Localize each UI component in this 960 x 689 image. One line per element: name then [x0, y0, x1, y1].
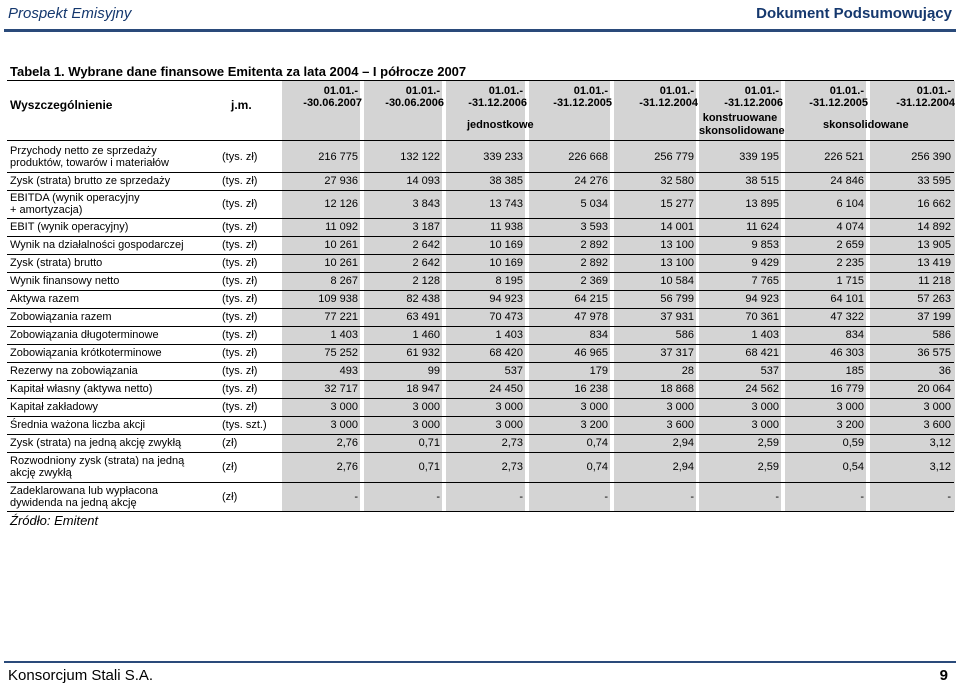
table-cell-value: 13 100 — [660, 257, 694, 269]
table-cell-value: 32 717 — [324, 383, 358, 395]
row-unit: (tys. zł) — [222, 347, 258, 359]
table-cell-value: 2,94 — [672, 437, 694, 449]
row-label: Kapitał własny (aktywa netto) — [10, 383, 153, 395]
table-cell-value: 0,59 — [842, 437, 864, 449]
table-cell-value: 14 001 — [660, 221, 694, 233]
table-rule — [7, 326, 954, 327]
table-cell-value: 8 267 — [330, 275, 358, 287]
row-label: Zobowiązania krótkoterminowe — [10, 347, 162, 359]
table-cell-value: 0,74 — [586, 437, 608, 449]
table-cell-value: 3,12 — [929, 437, 951, 449]
table-rule — [7, 452, 954, 453]
table-cell-value: 256 779 — [654, 151, 694, 163]
row-label: produktów, towarów i materiałów — [10, 157, 169, 169]
row-unit: (tys. zł) — [222, 311, 258, 323]
table-rule — [7, 236, 954, 237]
table-cell-value: 3 000 — [330, 401, 358, 413]
row-label: akcję zwykłą — [10, 467, 72, 479]
row-unit: (tys. zł) — [222, 275, 258, 287]
table-cell-value: 70 473 — [489, 311, 523, 323]
table-cell-value: 339 195 — [739, 151, 779, 163]
table-cell-value: 2,73 — [501, 461, 523, 473]
table-cell-value: 13 100 — [660, 239, 694, 251]
table-rule — [7, 218, 954, 219]
table-cell-value: 32 580 — [660, 175, 694, 187]
table-cell-value: 132 122 — [400, 151, 440, 163]
row-unit: (tys. zł) — [222, 221, 258, 233]
table-cell-value: - — [519, 491, 523, 503]
column-header-period: -31.12.2005 — [809, 97, 868, 109]
table-cell-value: 33 595 — [917, 175, 951, 187]
table-cell-value: 10 584 — [660, 275, 694, 287]
table-cell-value: - — [354, 491, 358, 503]
row-label: Rezerwy na zobowiązania — [10, 365, 138, 377]
table-cell-value: - — [436, 491, 440, 503]
table-cell-value: 18 947 — [406, 383, 440, 395]
row-unit: (zł) — [222, 491, 238, 503]
table-cell-value: 2,59 — [757, 461, 779, 473]
table-cell-value: 8 195 — [495, 275, 523, 287]
table-cell-value: 3 187 — [412, 221, 440, 233]
table-cell-value: 537 — [760, 365, 779, 377]
row-label: Przychody netto ze sprzedaży — [10, 145, 157, 157]
table-cell-value: 5 034 — [580, 198, 608, 210]
column-header-period: 01.01.- — [405, 85, 440, 97]
group-label-consolidated: skonsolidowane — [823, 119, 909, 131]
table-cell-value: 2,59 — [757, 437, 779, 449]
column-header-period: 01.01.- — [659, 85, 694, 97]
table-cell-value: 3 843 — [412, 198, 440, 210]
column-header-period: 01.01.- — [916, 85, 951, 97]
row-label: Wynik finansowy netto — [10, 275, 120, 287]
table-cell-value: 77 221 — [324, 311, 358, 323]
row-unit: (tys. zł) — [222, 365, 258, 377]
table-cell-value: 3 000 — [495, 419, 523, 431]
column-header-period: -30.06.2006 — [385, 97, 444, 109]
table-rule — [7, 380, 954, 381]
table-cell-value: 16 662 — [917, 198, 951, 210]
table-cell-value: 56 799 — [660, 293, 694, 305]
row-unit: (tys. zł) — [222, 383, 258, 395]
row-unit: (tys. zł) — [222, 257, 258, 269]
row-label: Rozwodniony zysk (strata) na jedną — [10, 455, 185, 467]
row-label: EBIT (wynik operacyjny) — [10, 221, 129, 233]
column-header-period: 01.01.- — [829, 85, 864, 97]
table-cell-value: 57 263 — [917, 293, 951, 305]
table-rule — [7, 254, 954, 255]
table-cell-value: 13 743 — [489, 198, 523, 210]
group-label-restated: skonsolidowane — [699, 125, 785, 137]
table-cell-value: 2 235 — [836, 257, 864, 269]
table-cell-value: 36 575 — [917, 347, 951, 359]
table-cell-value: 3 000 — [412, 401, 440, 413]
table-cell-value: 37 317 — [660, 347, 694, 359]
table-cell-value: 179 — [589, 365, 608, 377]
table-cell-value: 2 892 — [580, 239, 608, 251]
table-cell-value: 2,76 — [336, 437, 358, 449]
table-cell-value: 12 126 — [324, 198, 358, 210]
table-cell-value: 1 403 — [751, 329, 779, 341]
row-unit: (tys. szt.) — [222, 419, 267, 431]
table-cell-value: 24 276 — [574, 175, 608, 187]
table-cell-value: 10 169 — [489, 239, 523, 251]
column-header-period: 01.01.- — [323, 85, 358, 97]
table-cell-value: 20 064 — [917, 383, 951, 395]
column-header-period: -31.12.2006 — [724, 97, 783, 109]
table-cell-value: 46 303 — [830, 347, 864, 359]
table-cell-value: 61 932 — [406, 347, 440, 359]
table-cell-value: 11 938 — [490, 221, 523, 233]
table-cell-value: 94 923 — [489, 293, 523, 305]
table-cell-value: 3 000 — [751, 401, 779, 413]
table-cell-value: 10 261 — [324, 239, 358, 251]
row-label: Zadeklarowana lub wypłacona — [10, 485, 158, 497]
table-cell-value: 6 104 — [836, 198, 864, 210]
table-rule — [7, 344, 954, 345]
table-cell-value: 27 936 — [324, 175, 358, 187]
table-rule — [7, 290, 954, 291]
footer-company: Konsorcjum Stali S.A. — [8, 667, 154, 684]
table-cell-value: 226 668 — [568, 151, 608, 163]
table-cell-value: 24 562 — [745, 383, 779, 395]
table-rule — [7, 416, 954, 417]
row-label: Zysk (strata) brutto — [10, 257, 103, 269]
table-cell-value: 64 101 — [830, 293, 864, 305]
table-cell-value: 2 128 — [412, 275, 440, 287]
table-cell-value: 63 491 — [406, 311, 440, 323]
table-cell-value: 99 — [427, 365, 440, 377]
table-cell-value: 15 277 — [660, 198, 694, 210]
table-rule — [7, 482, 954, 483]
table-cell-value: - — [775, 491, 779, 503]
table-cell-value: 3,12 — [929, 461, 951, 473]
table-cell-value: 2 659 — [836, 239, 864, 251]
column-header-period: -31.12.2005 — [553, 97, 612, 109]
table-cell-value: 38 515 — [745, 175, 779, 187]
column-header-period: -31.12.2006 — [468, 97, 527, 109]
table-cell-value: 68 421 — [745, 347, 779, 359]
table-cell-value: 834 — [845, 329, 864, 341]
table-cell-value: 226 521 — [824, 151, 864, 163]
column-header-period: 01.01.- — [488, 85, 523, 97]
page-number: 9 — [939, 667, 948, 684]
table-cell-value: - — [947, 491, 951, 503]
row-label: Aktywa razem — [10, 293, 80, 305]
table-cell-value: 493 — [339, 365, 358, 377]
table-cell-value: 47 322 — [830, 311, 864, 323]
table-cell-value: 10 169 — [489, 257, 523, 269]
table-cell-value: 3 600 — [666, 419, 694, 431]
row-unit: (tys. zł) — [222, 198, 258, 210]
source-note: Źródło: Emitent — [10, 513, 99, 528]
table-cell-value: 16 238 — [574, 383, 608, 395]
table-cell-value: 185 — [845, 365, 864, 377]
row-unit: (tys. zł) — [222, 151, 258, 163]
row-unit: (tys. zł) — [222, 329, 258, 341]
table-cell-value: 256 390 — [911, 151, 951, 163]
table-cell-value: 2 642 — [412, 257, 440, 269]
table-cell-value: 9 853 — [751, 239, 779, 251]
column-header-unit: j.m. — [231, 98, 252, 112]
row-unit: (tys. zł) — [222, 401, 258, 413]
table-cell-value: 13 905 — [917, 239, 951, 251]
row-label: Zobowiązania długoterminowe — [10, 329, 159, 341]
row-label: Wynik na działalności gospodarczej — [10, 239, 184, 251]
table-cell-value: 3 000 — [580, 401, 608, 413]
table-cell-value: 1 403 — [495, 329, 523, 341]
table-cell-value: 14 093 — [406, 175, 440, 187]
document-header-right: Dokument Podsumowujący — [756, 5, 952, 22]
table-rule — [7, 80, 954, 81]
document-header-left: Prospekt Emisyjny — [8, 5, 132, 22]
row-unit: (tys. zł) — [222, 175, 258, 187]
row-label: Kapitał zakładowy — [10, 401, 99, 413]
table-cell-value: 18 868 — [660, 383, 694, 395]
group-label-standalone: jednostkowe — [467, 119, 534, 131]
table-cell-value: 11 624 — [746, 221, 779, 233]
row-label: + amortyzacja) — [10, 204, 83, 216]
table-cell-value: 537 — [504, 365, 523, 377]
table-rule — [7, 190, 954, 191]
table-cell-value: 109 938 — [318, 293, 358, 305]
table-cell-value: 13 419 — [917, 257, 951, 269]
table-cell-value: 24 846 — [830, 175, 864, 187]
table-cell-value: 3 200 — [580, 419, 608, 431]
row-unit: (zł) — [222, 461, 238, 473]
table-cell-value: 3 600 — [923, 419, 951, 431]
table-cell-value: 3 000 — [412, 419, 440, 431]
table-cell-value: 0,71 — [418, 461, 440, 473]
table-cell-value: 0,71 — [418, 437, 440, 449]
table-cell-value: 36 — [938, 365, 951, 377]
table-cell-value: 3 000 — [495, 401, 523, 413]
table-title: Tabela 1. Wybrane dane finansowe Emitenta za lata 2004 – I półrocze 2007 — [10, 64, 467, 79]
footer-divider — [4, 661, 956, 663]
column-header-period: -30.06.2007 — [303, 97, 362, 109]
column-header-period: 01.01.- — [573, 85, 608, 97]
table-cell-value: 3 000 — [923, 401, 951, 413]
table-cell-value: - — [604, 491, 608, 503]
table-cell-value: 2,76 — [336, 461, 358, 473]
row-label: EBITDA (wynik operacyjny — [10, 192, 140, 204]
row-label: Zysk (strata) brutto ze sprzedaży — [10, 175, 171, 187]
table-cell-value: 47 978 — [574, 311, 608, 323]
table-cell-value: 16 779 — [830, 383, 864, 395]
table-cell-value: 94 923 — [745, 293, 779, 305]
table-cell-value: 64 215 — [574, 293, 608, 305]
table-cell-value: 37 199 — [917, 311, 951, 323]
column-header-period: -31.12.2004 — [896, 97, 955, 109]
table-cell-value: - — [860, 491, 864, 503]
row-unit: (zł) — [222, 437, 238, 449]
column-header-period: -31.12.2004 — [639, 97, 698, 109]
table-cell-value: 3 000 — [751, 419, 779, 431]
table-cell-value: 216 775 — [318, 151, 358, 163]
row-label: Zysk (strata) na jedną akcję zwykłą — [10, 437, 182, 449]
table-cell-value: 7 765 — [751, 275, 779, 287]
table-rule — [7, 362, 954, 363]
table-cell-value: 70 361 — [745, 311, 779, 323]
table-cell-value: 586 — [932, 329, 951, 341]
table-cell-value: 2,94 — [672, 461, 694, 473]
table-cell-value: 2 642 — [412, 239, 440, 251]
row-unit: (tys. zł) — [222, 239, 258, 251]
row-unit: (tys. zł) — [222, 293, 258, 305]
table-cell-value: 1 460 — [412, 329, 440, 341]
table-cell-value: 339 233 — [483, 151, 523, 163]
table-cell-value: 37 931 — [660, 311, 694, 323]
table-rule — [7, 308, 954, 309]
row-label: Średnia ważona liczba akcji — [10, 419, 146, 431]
table-cell-value: 3 000 — [836, 401, 864, 413]
table-cell-value: 1 403 — [330, 329, 358, 341]
table-cell-value: 4 074 — [836, 221, 864, 233]
table-cell-value: 2,73 — [501, 437, 523, 449]
column-header-item: Wyszczególnienie — [10, 98, 113, 112]
table-cell-value: 24 450 — [489, 383, 523, 395]
table-cell-value: 3 593 — [580, 221, 608, 233]
table-cell-value: 75 252 — [324, 347, 358, 359]
table-cell-value: 46 965 — [574, 347, 608, 359]
row-label: dywidenda na jedną akcję — [10, 497, 137, 509]
table-cell-value: - — [690, 491, 694, 503]
table-rule — [7, 511, 954, 512]
table-cell-value: 82 438 — [406, 293, 440, 305]
table-rule — [7, 434, 954, 435]
table-cell-value: 2 369 — [580, 275, 608, 287]
table-rule — [7, 172, 954, 173]
table-rule — [7, 398, 954, 399]
table-rule — [7, 140, 954, 141]
table-cell-value: 0,74 — [586, 461, 608, 473]
table-cell-value: 834 — [589, 329, 608, 341]
group-label-restated: konstruowane — [702, 112, 778, 124]
table-cell-value: 3 200 — [836, 419, 864, 431]
table-cell-value: 9 429 — [751, 257, 779, 269]
table-cell-value: 28 — [681, 365, 694, 377]
table-cell-value: 13 895 — [745, 198, 779, 210]
table-cell-value: 11 092 — [325, 221, 358, 233]
table-cell-value: 10 261 — [324, 257, 358, 269]
table-cell-value: 11 218 — [918, 275, 951, 287]
table-cell-value: 3 000 — [330, 419, 358, 431]
table-cell-value: 586 — [675, 329, 694, 341]
table-cell-value: 2 892 — [580, 257, 608, 269]
table-cell-value: 38 385 — [489, 175, 523, 187]
table-cell-value: 1 715 — [836, 275, 864, 287]
table-cell-value: 3 000 — [666, 401, 694, 413]
table-cell-value: 0,54 — [842, 461, 864, 473]
row-label: Zobowiązania razem — [10, 311, 112, 323]
column-header-period: 01.01.- — [744, 85, 779, 97]
table-cell-value: 14 892 — [917, 221, 951, 233]
table-cell-value: 68 420 — [489, 347, 523, 359]
table-rule — [7, 272, 954, 273]
